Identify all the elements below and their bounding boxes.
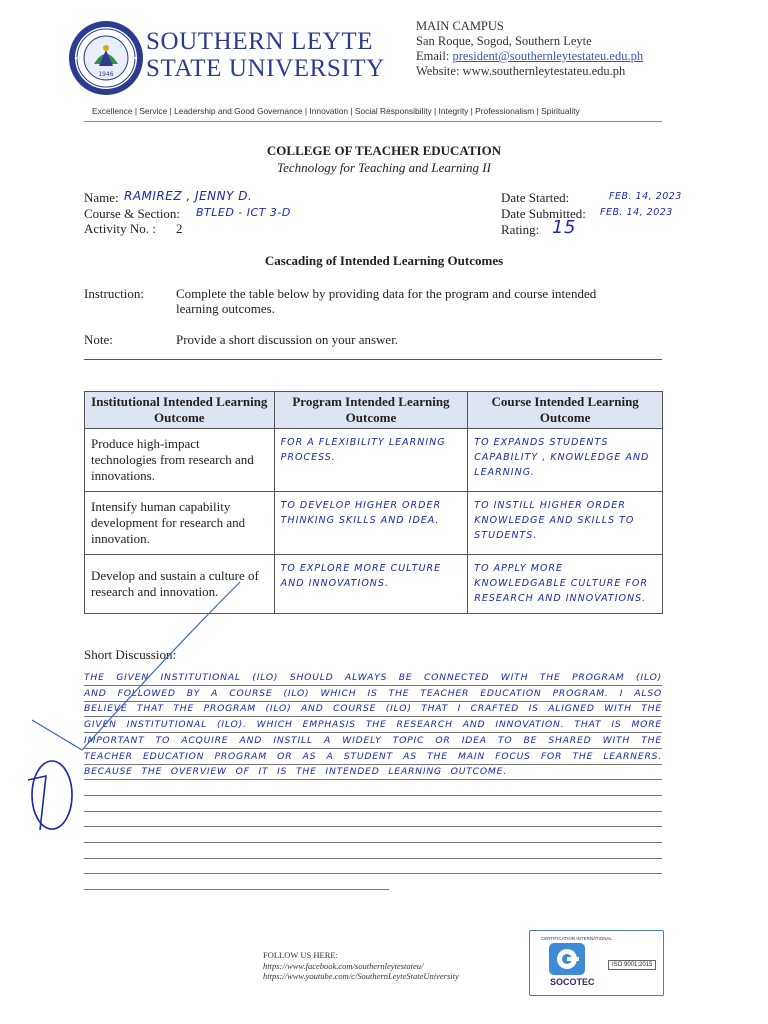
socotec-logo-icon xyxy=(547,942,587,976)
college-title: COLLEGE OF TEACHER EDUCATION xyxy=(266,143,502,158)
institutional-ilo-cell: Develop and sustain a culture of research and innovation. xyxy=(85,555,275,614)
discussion-rule-line xyxy=(84,842,662,843)
university-name-line2: STATE UNIVERSITY xyxy=(146,55,385,82)
certification-international-text: CERTIFICATION INTERNATIONAL xyxy=(541,936,613,941)
university-name xyxy=(146,28,385,82)
date-started-value: FEB. 14, 2023 xyxy=(609,191,682,202)
short-discussion-text: THE GIVEN INSTITUTIONAL (ILO) SHOULD ALWAYS BE CONNECTED WITH THE PROGRAM (ILO) AND FOLLOWED BY A COURSE (ILO) WHICH IS THE TEACHER EDUCATION PROGRAM. I ALSO BELIEVE THAT THE PROGRAM (ILO) AND COURSE (ILO) THAT I CRAFTED IS ALIGNED WITH THE GIVEN INSTITUTIONAL (ILO). WHICH EMPHASIS THE RESEARCH AND INNOVATION. THAT IS MORE IMPORTANT TO ACQUIRE AND INSTILL A WIDELY TOPIC OR IDEA TO BE SHARED WITH THE TEACHER EDUCATION PROGRAM OR AS A STUDENT AS THE MAIN FOCUS FOR THE LEARNERS. BECAUSE THE OVERVIEW OF IT IS THE INTENDED LEARNING OUTCOME. xyxy=(84,672,662,778)
instruction-text: Complete the table below by providing data for the program and course intended learning outcomes. xyxy=(176,286,597,316)
course-label: Course & Section: xyxy=(84,206,181,221)
instruction-label: Instruction: xyxy=(84,286,144,301)
discussion-rule-line xyxy=(84,873,662,874)
email-label: Email: xyxy=(416,49,453,63)
name-label: Name: xyxy=(84,190,119,205)
course-ilo-cell: TO EXPANDS STUDENTS CAPABILITY , KNOWLEDGE AND LEARNING. xyxy=(468,429,663,492)
university-name-line1: SOUTHERN LEYTE xyxy=(146,28,374,55)
header-program-ilo: Program Intended Learning Outcome xyxy=(274,392,468,429)
youtube-link[interactable]: https://www.youtube.com/c/SouthernLeyteStateUniversity xyxy=(263,971,459,981)
program-ilo-cell: TO EXPLORE MORE CULTURE AND INNOVATIONS. xyxy=(274,555,468,614)
campus-address: San Roque, Sogod, Southern Leyte xyxy=(416,34,592,48)
grader-check-stroke xyxy=(82,582,240,750)
socotec-label: SOCOTEC xyxy=(550,977,595,987)
table-row xyxy=(85,429,663,492)
grade-zero-mark xyxy=(32,761,72,829)
date-submitted-label: Date Submitted: xyxy=(501,206,586,221)
note-text: Provide a short discussion on your answer. xyxy=(176,332,399,347)
course-value: BTLED - ICT 3-D xyxy=(196,206,291,219)
program-ilo-cell: FOR A FLEXIBILITY LEARNING PROCESS. xyxy=(274,429,468,492)
table-row xyxy=(85,492,663,555)
instructions-divider xyxy=(84,359,662,360)
discussion-rule-line xyxy=(84,889,389,890)
course-ilo-cell: TO APPLY MORE KNOWLEDGABLE CULTURE FOR RESEARCH AND INNOVATIONS. xyxy=(468,555,663,614)
short-discussion-label: Short Discussion: xyxy=(84,647,177,662)
grade-one-mark xyxy=(28,776,46,830)
campus-title: MAIN CAMPUS xyxy=(416,19,504,33)
grade-mark-value: 10 xyxy=(22,838,24,839)
rating-label: Rating: xyxy=(501,222,540,237)
discussion-rule-line xyxy=(84,858,662,859)
table-header-row xyxy=(85,392,663,429)
campus-contact-block xyxy=(416,19,643,79)
institutional-ilo-cell: Produce high-impact technologies from research and innovations. xyxy=(85,429,275,492)
subject-title: Technology for Teaching and Learning II xyxy=(277,160,491,175)
note-label: Note: xyxy=(84,332,113,347)
section-title: Cascading of Intended Learning Outcomes xyxy=(264,253,504,268)
course-ilo-cell: TO INSTILL HIGHER ORDER KNOWLEDGE AND SKILLS TO STUDENTS. xyxy=(468,492,663,555)
program-ilo-cell: TO DEVELOP HIGHER ORDER THINKING SKILLS AND IDEA. xyxy=(274,492,468,555)
facebook-link[interactable]: https://www.facebook.com/southernleytestateu/ xyxy=(263,960,424,971)
core-values-line: Excellence | Service | Leadership and Good Governance | Innovation | Social Responsibility | Integrity | Professionalism | Spirituality xyxy=(92,106,580,116)
grader-pen-marks xyxy=(22,580,242,840)
follow-us-block xyxy=(263,950,459,982)
rating-value: 15 xyxy=(552,217,576,238)
date-started-label: Date Started: xyxy=(501,190,570,205)
header-institutional-ilo: Institutional Intended Learning Outcome xyxy=(85,392,275,429)
seal-year: 1946 xyxy=(98,71,114,78)
iso-standard-label: ISO 9001:2015 xyxy=(608,960,656,970)
activity-value: 2 xyxy=(176,221,183,236)
header-course-ilo: Course Intended Learning Outcome xyxy=(468,392,663,429)
campus-website[interactable]: Website: www.southernleytestateu.edu.ph xyxy=(416,64,626,78)
header-divider xyxy=(84,121,662,122)
email-link[interactable]: president@southernleytestateu.edu.ph xyxy=(452,49,644,63)
university-seal-logo xyxy=(68,20,144,96)
follow-title: FOLLOW US HERE: xyxy=(263,950,338,960)
campus-email xyxy=(416,49,643,64)
activity-label: Activity No. : xyxy=(84,221,156,236)
date-submitted-value: FEB. 14, 2023 xyxy=(600,207,673,218)
name-value: RAMIREZ , JENNY D. xyxy=(124,189,253,203)
institutional-ilo-cell: Intensify human capability development for research and innovation. xyxy=(85,492,275,555)
